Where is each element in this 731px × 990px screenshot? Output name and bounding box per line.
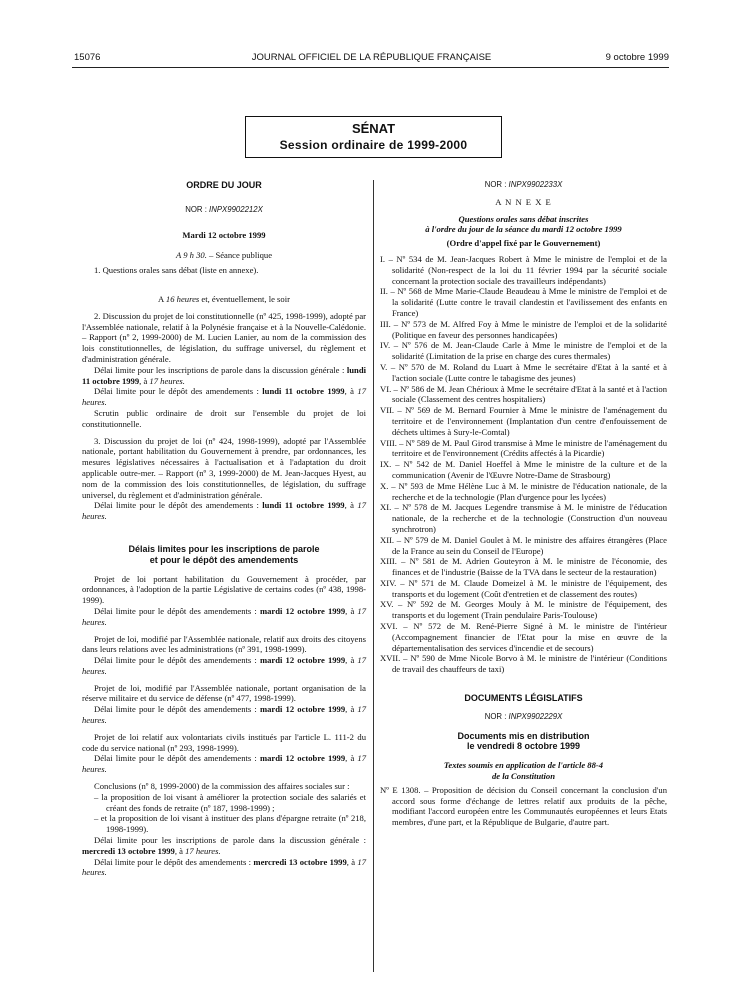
delais-title: Délais limites pour les inscriptions de parole et pour le dépôt des amendements bbox=[128, 543, 320, 565]
question-item: XI. – Nº 578 de M. Jacques Legendre transmise à M. le ministre de l'éducation nationale, de la recherche et de la technologie (Construction d'un nouveau synchrotron) bbox=[380, 502, 667, 534]
journal-title: JOURNAL OFFICIEL DE LA RÉPUBLIQUE FRANÇAISE bbox=[251, 52, 492, 63]
question-item: IV. – Nº 576 de M. Jean-Claude Carle à Mme le ministre de l'emploi et de la solidarité (Limitation de la prise en charge des cures thermales) bbox=[380, 340, 667, 362]
senat-banner bbox=[245, 116, 502, 158]
documents-title: DOCUMENTS LÉGISLATIFS bbox=[464, 693, 583, 704]
question-item: XIII. – Nº 581 de M. Adrien Gouteyron à M. le ministre de l'économie, des finances et de l'industrie (Baisse de la TVA dans le secteur de la restauration) bbox=[380, 556, 667, 578]
question-item: XIV. – Nº 571 de M. Claude Domeizel à M. le ministre de l'équipement, des transports et du logement (Coût d'entretien et de classement des routes) bbox=[380, 577, 667, 599]
question-item: VI. – Nº 586 de M. Jean Chérioux à Mme le secrétaire d'Etat à la santé et à l'action sociale (Classement des centres hospitaliers) bbox=[380, 383, 667, 405]
questions-list bbox=[380, 254, 667, 675]
morning-session: A 9 h 30. – Séance publique bbox=[175, 250, 273, 261]
ordre-appel: (Ordre d'appel fixé par le Gouvernement) bbox=[446, 238, 601, 249]
conclusions: Conclusions (nº 8, 1999-2000) de la commission des affaires sociales sur : bbox=[94, 781, 350, 792]
banner-title: SÉNAT bbox=[351, 121, 396, 136]
conclusions-bullet-1: – la proposition de loi visant à améliorer la protection sociale des salariés et créant des fonds de retraite (nº 187, 1998-1999) ; bbox=[94, 791, 366, 813]
question-item: VII. – Nº 569 de M. Bernard Fournier à Mme le ministre de l'aménagement du territoire et de l'environnement (Implantation d'un centre d'enfouissement de déchets ultimes à Sury-le-Comtal) bbox=[380, 405, 667, 437]
projet-4: Projet de loi relatif aux volontariats civils institués par l'article L. 111-2 du code du service national (nº 293, 1998-1999). bbox=[82, 731, 366, 753]
ordre-du-jour-title: ORDRE DU JOUR bbox=[186, 180, 262, 190]
annexe-nor-code: INPX9902233X bbox=[508, 180, 563, 189]
question-item: VIII. – Nº 589 de M. Paul Girod transmise à Mme le ministre de l'aménagement du territoire et de l'environnement (Crédits affectés à la Picardie) bbox=[380, 437, 667, 459]
question-item: I. – Nº 534 de M. Jean-Jacques Robert à Mme le ministre de l'emploi et de la solidarité (Non-respect de la loi du 11 février 1994 par la sécurité sociale concernant la protection sociale des travailleurs indépendants) bbox=[380, 253, 667, 286]
page-number: 15076 bbox=[74, 52, 101, 63]
afternoon-session: A 16 heures et, éventuellement, le soir bbox=[158, 293, 290, 304]
projet-1: Projet de loi portant habilitation du Gouvernement à procéder, par ordonnances, à l'adoption de la partie Législative de certains codes (nº 438, 1998-1999). bbox=[82, 573, 366, 606]
item3-deadline-amendments: Délai limite pour le dépôt des amendements : lundi 11 octobre 1999, à 17 heures. bbox=[82, 500, 366, 522]
question-item: XII. – Nº 579 de M. Daniel Goulet à M. le ministre des affaires étrangères (Place de la France au sein du Conseil de l'Europe) bbox=[380, 534, 667, 556]
projet-2-deadline: Délai limite pour le dépôt des amendements : mardi 12 octobre 1999, à 17 heures. bbox=[82, 655, 367, 676]
annexe-title: A N N E X E bbox=[495, 196, 552, 207]
projet-1-deadline: Délai limite pour le dépôt des amendements : mardi 12 octobre 1999, à 17 heures. bbox=[82, 605, 367, 627]
question-item: XV. – Nº 592 de M. Georges Mouly à M. le ministre de l'équipement, des transports et du logement (Train pendulaire Paris-Toulouse) bbox=[380, 599, 667, 621]
agenda-item-2: 2. Discussion du projet de loi constitutionnelle (nº 425, 1998-1999), adopté par l'Assemblée nationale, relatif à la Polynésie française et à la Nouvelle-Calédonie. – Rapport (nº 2, 1999-2000) de M. Lucien Lanier, au nom de la commission des lois constitutionnelles, de législation, du suffrage universel, du règlement et d'administration générale. bbox=[82, 310, 366, 364]
questions-title: Questions orales sans débat inscrites à l'ordre du jour de la séance du mardi 12 octobre 1999 bbox=[425, 213, 622, 235]
conclusions-deadline-speech: Délai limite pour les inscriptions de parole dans la discussion générale : mercredi 13 octobre 1999, à 17 heures. bbox=[82, 835, 366, 856]
question-item: XVII. – Nº 590 de Mme Nicole Borvo à M. le ministre de l'intérieur (Conditions de travail des chauffeurs de taxi) bbox=[380, 653, 667, 675]
projet-4-deadline: Délai limite pour le dépôt des amendements : mardi 12 octobre 1999, à 17 heures. bbox=[82, 753, 367, 775]
question-item: IX. – Nº 542 de M. Daniel Hoeffel à Mme le ministre de la culture et de la communication (Avenir de l'Œuvre Notre-Dame de Strasbourg) bbox=[380, 459, 667, 480]
banner-subtitle: Session ordinaire de 1999-2000 bbox=[279, 138, 468, 152]
textes-title: Textes soumis en application de l'article 88-4 de la Constitution bbox=[443, 760, 604, 782]
conclusions-bullet-2: – et la proposition de loi visant à instituer des plans d'épargne retraite (nº 218, 1998-1999). bbox=[94, 813, 366, 835]
documents-nor-code: INPX9902229X bbox=[508, 711, 563, 721]
projet-3-deadline: Délai limite pour le dépôt des amendements : mardi 12 octobre 1999, à 17 heures. bbox=[82, 704, 367, 726]
column-divider bbox=[373, 180, 374, 972]
question-item: V. – Nº 570 de M. Roland du Luart à Mme le secrétaire d'Etat à la santé et à l'action sociale (Lutte contre le tabagisme des jeunes) bbox=[380, 361, 667, 383]
date-heading: Mardi 12 octobre 1999 bbox=[182, 229, 266, 240]
item2-deadline-amendments: Délai limite pour le dépôt des amendements : lundi 11 octobre 1999, à 17 heures. bbox=[82, 386, 366, 408]
item2-deadline-speech: Délai limite pour les inscriptions de parole dans la discussion générale : lundi 11 octobre 1999, à 17 heures. bbox=[82, 364, 366, 386]
conclusions-deadline-amendments: Délai limite pour le dépôt des amendements : mercredi 13 octobre 1999, à 17 heures. bbox=[82, 856, 366, 878]
issue-date: 9 octobre 1999 bbox=[605, 52, 669, 63]
nor-reference: NOR : INPX9902212X bbox=[185, 204, 263, 214]
agenda-item-3: 3. Discussion du projet de loi (nº 424, 1998-1999), adopté par l'Assemblée nationale, portant habilitation du Gouvernement à prendre, par ordonnances, les mesures législatives nécessaires à l'actualisation et à l'adaptation du droit applicable outre-mer. – Rapport (nº 3, 1999-2000) de M. Jean-Jacques Hyest, au nom de la commission des lois constitutionnelles, de législation, du suffrage universel, du règlement et d'administration générale. bbox=[82, 435, 366, 500]
right-column bbox=[380, 180, 667, 828]
left-column bbox=[82, 180, 366, 878]
documents-subtitle: Documents mis en distribution le vendredi 8 octobre 1999 bbox=[457, 730, 590, 752]
documents-nor-reference: NOR : INPX9902229X bbox=[484, 711, 563, 721]
question-item: II. – Nº 568 de Mme Marie-Claude Beaudeau à Mme le ministre de l'emploi et de la solidarité (Lutte contre le travail clandestin et l'avilissement des enfants en France) bbox=[380, 286, 667, 318]
projet-2: Projet de loi, modifié par l'Assemblée nationale, relatif aux droits des citoyens dans leurs relations avec les administrations (nº 391, 1998-1999). bbox=[82, 633, 366, 655]
nor-code: INPX9902212X bbox=[209, 204, 263, 214]
document-e1308: Nº E 1308. – Proposition de décision du Conseil concernant la conclusion d'un accord sous forme d'échange de lettres relatif aux produits de la pêche, modifiant l'accord européen entre les Communautés européennes et leurs Etats membres, d'une part, et la République de Bulgarie, d'autre part. bbox=[380, 784, 667, 828]
question-item: XVI. – Nº 572 de M. René-Pierre Signé à M. le ministre de l'intérieur (Accompagnement financier de l'Etat pour la mise en œuvre de la départementalisation des services d'incendie et de secours) bbox=[380, 621, 667, 653]
annexe-nor-reference: NOR : INPX9902233X bbox=[484, 180, 563, 189]
question-item: X. – Nº 593 de Mme Hélène Luc à M. le ministre de l'éducation nationale, de la recherche et de la technologie (Plan d'urgence pour les lycées) bbox=[380, 480, 667, 502]
header-rule bbox=[72, 67, 669, 68]
question-item: III. – Nº 573 de M. Alfred Foy à Mme le ministre de l'emploi et de la solidarité (Politique en faveur des personnes handicapées) bbox=[380, 318, 667, 340]
agenda-item-1: 1. Questions orales sans débat (liste en annexe). bbox=[94, 265, 259, 276]
item2-scrutin: Scrutin public ordinaire de droit sur l'ensemble du projet de loi constitutionnelle. bbox=[82, 407, 366, 429]
projet-3: Projet de loi, modifié par l'Assemblée nationale, portant organisation de la réserve militaire et du service de défense (nº 477, 1998-1999). bbox=[82, 682, 366, 704]
